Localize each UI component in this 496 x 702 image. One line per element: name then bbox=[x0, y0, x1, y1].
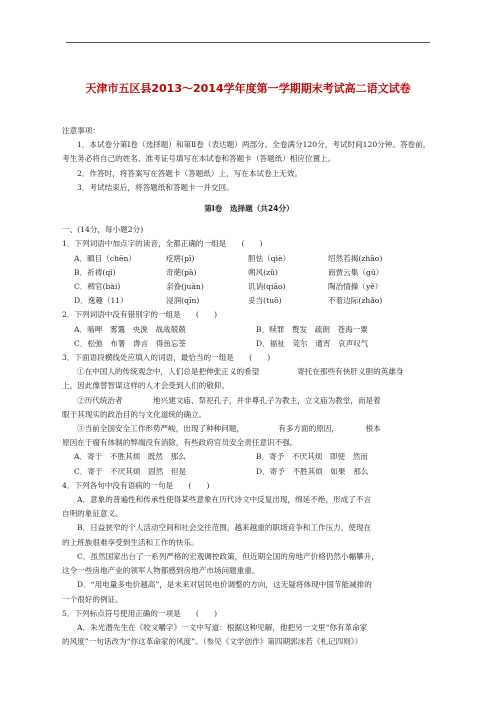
question-3-stem: 3．下面语段横线处应填入的词语，最恰当的一组是 ( ) bbox=[62, 353, 271, 363]
question-3-passage-1-cont: 上，因此像替智谋这样的人才会受到人们的敬仰。 bbox=[62, 381, 230, 391]
question-4-stem: 4．下列各句中没有语病的一句是 ( ) bbox=[62, 480, 210, 490]
question-3-passage-3-cont: 原因在于腐有体制的弊端没有消除，有些政府官员安全责任意识不强。 bbox=[62, 438, 298, 448]
question-2-stem: 2．下列词语中没有错别字的一组是 ( ) bbox=[62, 310, 218, 320]
exam-title: 天津市五区县2013～2014学年度第一学期期末考试高二语文试卷 bbox=[85, 82, 411, 95]
question-2-options-cd: C．松弛 布署 谗言 得鱼忘筌 D．福祉 莞尔 通宵 哀声叹气 bbox=[74, 338, 369, 348]
question-3-passage-3: ③当前全国安全工作形势严峻，出现了种种问题， 有多方面的原因， 根本 bbox=[77, 424, 381, 434]
notice-heading: 注意事项： bbox=[62, 126, 100, 135]
question-3-options-ab: A．寄于 不胜其烦 既然 那么 B．寄予 不厌其烦 即使 然而 bbox=[74, 452, 368, 462]
question-5-option-a-cont: 的风度”一句话改为“你这革命家的风度”。（参见《文学创作》第四期郭沫若《札记四则》） bbox=[62, 637, 363, 647]
notice-item-3: 3．考试结束后，将答题纸和答题卡一并交回。 bbox=[77, 182, 234, 192]
question-3-options-cd: C．寄于 不厌其烦 固然 但是 D．寄予 不胜其烦 如果 那么 bbox=[74, 466, 369, 476]
section-title: 第Ⅰ卷 选择题（共24分） bbox=[204, 204, 294, 214]
question-3-passage-2: ②历代统治者 地兴建文庙、祭祀孔子，并非尊孔子为教主，立文庙为教堂，而是着 bbox=[77, 395, 381, 405]
question-1-option-b: B．祈祷(qǐ) 奇葩(pā) 朔风(zǔ) 商贾云集（gǔ） bbox=[74, 267, 384, 277]
header-rule bbox=[66, 42, 430, 43]
question-1-option-c: C．稗官(bài) 亲眷(juàn) 讥诮(qiāo) 陶冶情操（yě） bbox=[74, 282, 383, 292]
question-4-option-a-cont: 自明的象征意义。 bbox=[62, 509, 123, 519]
question-1-option-a: A．瞋目（chēn） 疙瘩(pǐ) 胆怯（qiè） 绍然若揭(zhāo) bbox=[74, 253, 383, 263]
question-4-option-b: B．日益狭窄的个人活动空间和社会交往范围，越来越重的职场竞争和工作压力，使现在 bbox=[77, 523, 372, 533]
question-4-option-d: D．“用电量多电价越高”，是未来对居民电价调整的方向，这无疑将体现中国节能减排的 bbox=[77, 580, 372, 590]
question-4-option-c-cont: 这令一些房地产业的领军人物都感到房地产市场问题重重。 bbox=[62, 566, 260, 576]
question-5-option-a: A．朱光潜先生在《咬文嚼字》一文中写道：根据这种见解，他把另一文里“你有革命家 bbox=[77, 622, 368, 632]
question-4-option-d-cont: 一个很好的例证。 bbox=[62, 594, 123, 604]
exam-body bbox=[62, 124, 436, 649]
question-4-option-c: C．虽然国家出台了一系列严格的宏观调控政策，但近期全国的房地产价格仍然小幅攀升， bbox=[77, 551, 379, 561]
question-1-stem: 1．下列词语中加点字的读音，全都正确的一组是 ( ) bbox=[62, 239, 263, 249]
question-3-passage-1: ①在中国人的传统观念中，人们总是把伸张正义的希望 寄托在那些有侠肝义胆的英雄身 bbox=[77, 367, 404, 377]
notice-item-1: 1．本试卷分第Ⅰ卷（选择题）和第Ⅱ卷（表达题）两部分。全卷满分120分，考试时间120分钟。答卷前，考生务必将自己的姓名、准考证号填写在本试卷和答题卡（答题纸）相应位置上。 bbox=[62, 140, 431, 164]
question-4-option-a: A．意象的普遍性和传承性使得某些意象在历代诗文中反复出现，绵延不绝，形成了不言 bbox=[77, 495, 372, 505]
question-2-options-ab: A．啮呷 雾霭 央浼 战战兢兢 B．赎罪 赘发 疏朗 苍海一粟 bbox=[74, 324, 368, 334]
notice-item-2: 2．作答时，将答案写在答题卡（答题纸）上，写在本试卷上无效。 bbox=[77, 168, 303, 178]
question-3-passage-2-cont: 眼于其现实的政治目的与文化道统的确立。 bbox=[62, 409, 207, 419]
question-5-stem: 5．下列标点符号使用正确的一项是 ( ) bbox=[62, 608, 218, 618]
question-4-option-b-cont: 的上班族很难享受到生活和工作的快乐。 bbox=[62, 537, 199, 547]
part-label: 一、(14分，每小题2分) bbox=[62, 225, 144, 235]
question-1-option-d: D．逸趣（11） 浸润(qīn) 妥当(tuǒ) 不着边际(zhǎo) bbox=[74, 296, 383, 306]
